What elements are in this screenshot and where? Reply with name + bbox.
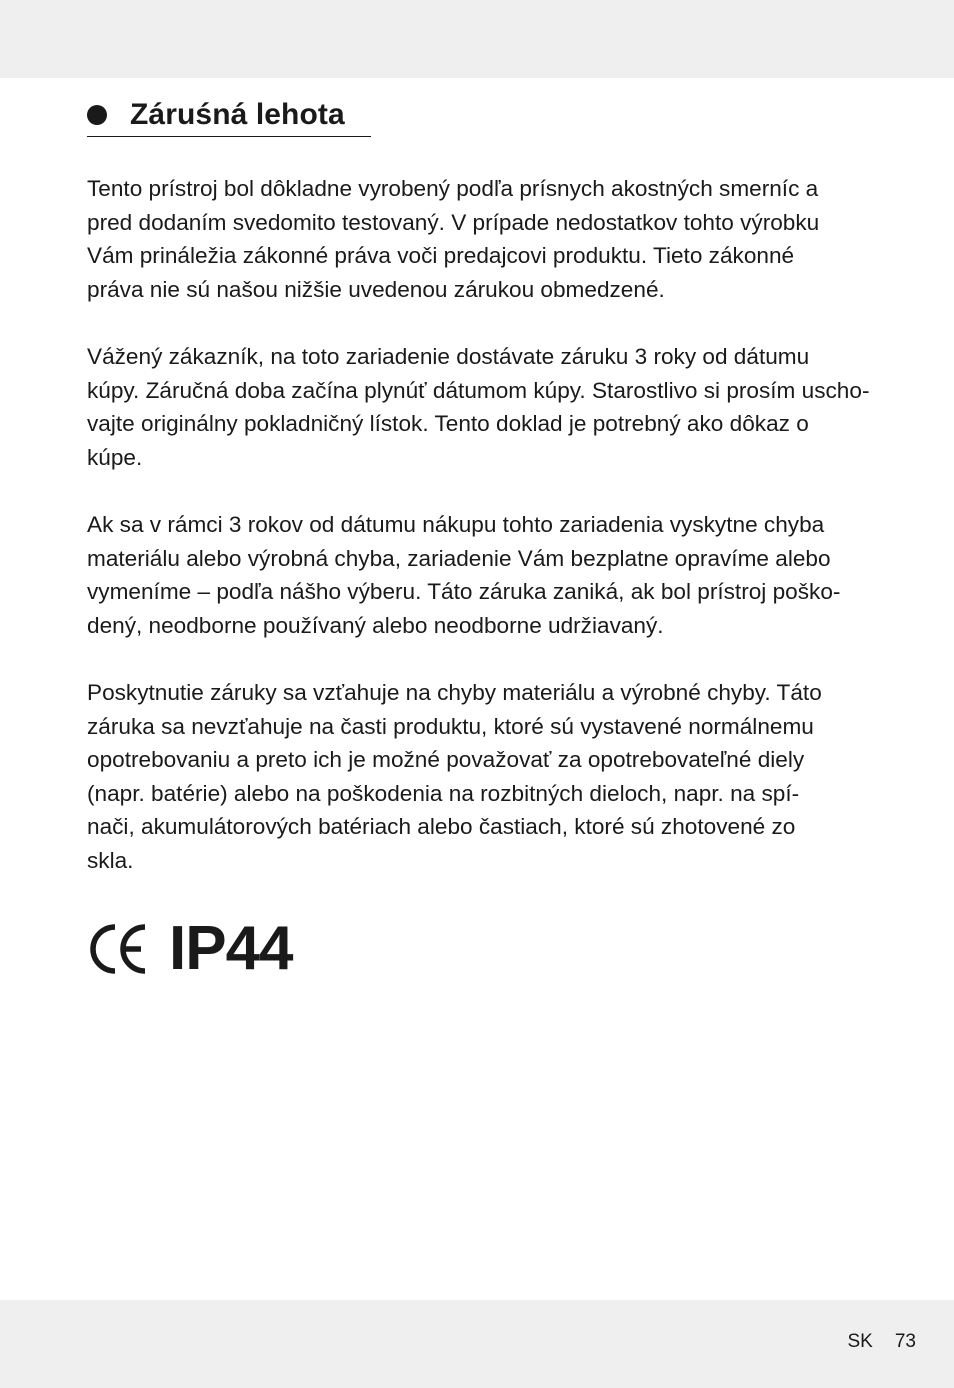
bottom-band (0, 1300, 954, 1388)
certification-marks (87, 914, 293, 983)
text-line: kúpe. (87, 444, 143, 470)
ip-rating: IP44 (169, 914, 293, 983)
paragraph-4 (87, 676, 887, 878)
text-line: práva nie sú našou nižšie uvedenou zárukou obmedzené. (87, 276, 665, 302)
text-line: Ak sa v rámci 3 rokov od dátumu nákupu tohto zariadenia vyskytne chyba (87, 511, 825, 537)
text-line: vajte originálny pokladničný lístok. Tento doklad je potrebný ako dôkaz o (87, 411, 809, 437)
ce-mark-icon (87, 918, 149, 980)
warranty-text (87, 172, 887, 911)
text-line: Poskytnutie záruky sa vzťahuje na chyby materiálu a výrobné chyby. Táto (87, 679, 822, 705)
text-line: kúpy. Záručná doba začína plynúť dátumom kúpy. Starostlivo si prosím uscho- (87, 377, 870, 403)
text-line: opotrebovaniu a preto ich je možné považovať za opotrebovateľné diely (87, 747, 805, 773)
language-code: SK (847, 1331, 873, 1352)
top-band (0, 0, 954, 78)
heading-title: Záruśná lehota (130, 98, 345, 131)
page-footer (848, 1330, 917, 1354)
text-line: záruka sa nevzťahuje na časti produktu, ktoré sú vystavené normálnemu (87, 713, 814, 739)
section-heading (87, 98, 371, 137)
text-line: Vám prináležia zákonné práva voči predajcovi produktu. Tieto zákonné (87, 243, 795, 269)
text-line: (napr. batérie) alebo na poškodenia na rozbitných dieloch, napr. na spí- (87, 780, 800, 806)
paragraph-1 (87, 172, 887, 306)
bullet-icon (87, 105, 107, 125)
paragraph-2 (87, 340, 887, 474)
text-line: pred dodaním svedomito testovaný. V prípade nedostatkov tohto výrobku (87, 209, 820, 235)
text-line: vymeníme – podľa nášho výberu. Táto záruka zaniká, ak bol prístroj poško- (87, 579, 841, 605)
text-line: nači, akumulátorových batériach alebo častiach, ktoré sú zhotovené zo (87, 814, 796, 840)
text-line: Tento prístroj bol dôkladne vyrobený podľa prísnych akostných smerníc a (87, 176, 819, 201)
text-line: materiálu alebo výrobná chyba, zariadenie Vám bezplatne opravíme alebo (87, 545, 831, 571)
page-number: 73 (894, 1331, 916, 1352)
text-line: skla. (87, 847, 134, 873)
text-line: dený, neodborne používaný alebo neodborne udržiavaný. (87, 612, 664, 638)
paragraph-3 (87, 508, 887, 642)
text-line: Vážený zákazník, na toto zariadenie dostávate záruku 3 roky od dátumu (87, 343, 810, 369)
